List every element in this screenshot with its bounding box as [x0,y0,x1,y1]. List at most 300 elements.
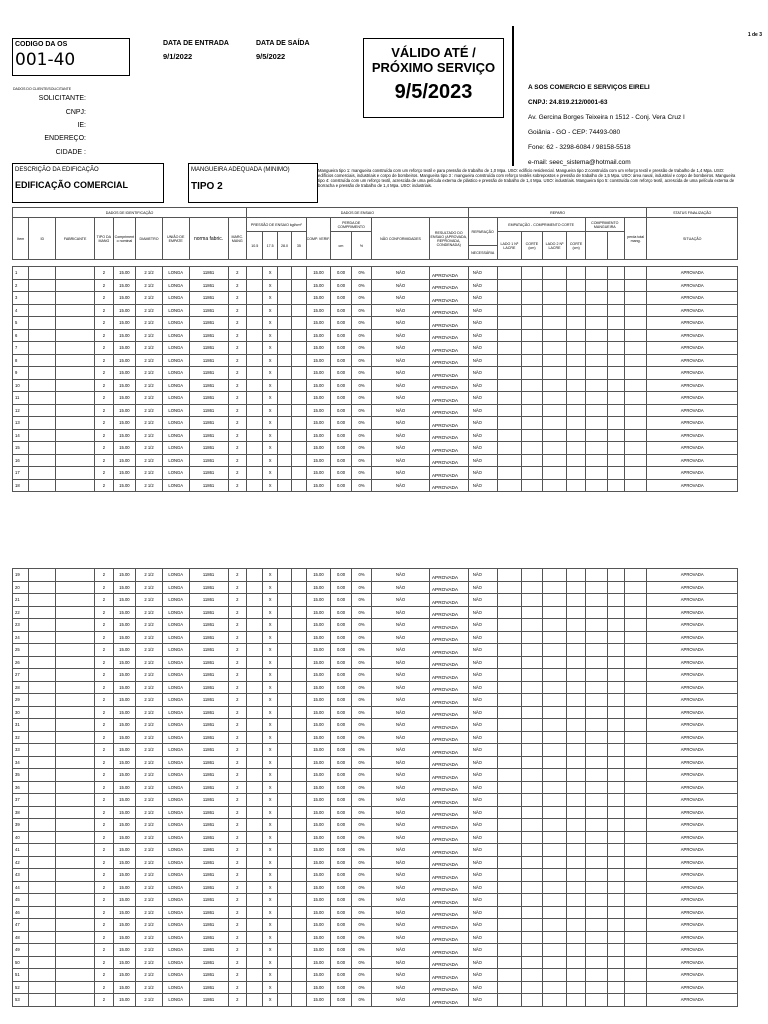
cell-empty [624,756,647,769]
cell-compr: 15.00 [113,819,136,832]
cell-empty [277,844,291,857]
cell-empty [29,969,56,982]
cell-situacao: APROVADA [647,442,738,455]
cell-empty [497,404,522,417]
cell-empty [56,342,95,355]
table-row [13,429,738,442]
cell-empty [567,669,585,682]
cell-comp_verif: 15.00 [306,894,331,907]
cell-empty [29,981,56,994]
cell-compr: 15.00 [113,756,136,769]
cell-empty [542,379,567,392]
cell-marc: 2 [228,292,246,305]
cell-empty [247,769,263,782]
cell-diam: 2 1/2 [136,756,163,769]
cell-empty [542,304,567,317]
cell-empty [29,267,56,280]
cell-item: 22 [13,606,29,619]
cell-empty [624,581,647,594]
cell-reparo: NÃO [468,656,497,669]
cell-norma: 11861 [189,292,228,305]
cell-resultado: APROVADA [429,744,468,757]
os-code-box [12,38,130,76]
cell-empty [247,656,263,669]
group-identification: DADOS DE IDENTIFICAÇÃO [13,208,247,218]
cell-empty [247,994,263,1007]
cell-empty [567,429,585,442]
cell-empty [624,706,647,719]
cell-comp_verif: 15.00 [306,404,331,417]
cell-pct: 0% [351,631,372,644]
cell-empty [292,894,306,907]
cell-empty [624,442,647,455]
cell-compr: 15.00 [113,479,136,492]
col-uniao: UNIÃO DE EMPATE [162,218,189,260]
cell-norma: 11861 [189,429,228,442]
cell-marc: 2 [228,392,246,405]
cell-cm: 0.00 [331,354,352,367]
cell-tipo: 2 [95,392,113,405]
cell-mark: X [263,342,277,355]
cell-tipo: 2 [95,744,113,757]
cell-uniao: LONGA [162,856,189,869]
cell-empty [585,981,608,994]
cell-empty [567,769,585,782]
cell-empty [522,342,543,355]
cell-empty [292,769,306,782]
cell-empty [608,681,624,694]
cell-empty [56,404,95,417]
table-row [13,844,738,857]
cell-empty [542,292,567,305]
col-resultado: RESULTADO DO ENSAIO (APROVADA, REPROVADA, CONDENADA) [429,218,468,260]
cell-empty [29,806,56,819]
cell-compr: 15.00 [113,794,136,807]
cell-empty [585,342,608,355]
cell-empty [56,681,95,694]
cell-empty [247,606,263,619]
cell-cm: 0.00 [331,894,352,907]
cell-empty [247,881,263,894]
cell-empty [29,442,56,455]
cell-norma: 11861 [189,279,228,292]
cell-resultado: APROVADA [429,267,468,280]
cell-empty [624,404,647,417]
cell-situacao: APROVADA [647,881,738,894]
cell-pct: 0% [351,467,372,480]
cell-empty [624,906,647,919]
cell-situacao: APROVADA [647,831,738,844]
cell-empty [608,731,624,744]
cell-tipo: 2 [95,442,113,455]
cell-empty [247,819,263,832]
cell-empty [585,694,608,707]
cell-empty [292,994,306,1007]
cell-compr: 15.00 [113,694,136,707]
cell-empty [247,467,263,480]
cell-empty [56,594,95,607]
cell-nao_conf: NÃO [372,631,430,644]
cell-compr: 15.00 [113,442,136,455]
cell-tipo: 2 [95,454,113,467]
cell-norma: 11861 [189,894,228,907]
cell-empty [608,304,624,317]
cell-resultado: APROVADA [429,479,468,492]
cell-empty [585,317,608,330]
cell-compr: 15.00 [113,392,136,405]
cell-empty [522,819,543,832]
cell-empty [585,304,608,317]
cell-item: 29 [13,694,29,707]
cell-empty [542,969,567,982]
cell-diam: 2 1/2 [136,981,163,994]
cell-situacao: APROVADA [647,631,738,644]
cell-empty [497,856,522,869]
cell-cm: 0.00 [331,279,352,292]
cell-empty [277,756,291,769]
cell-comp_verif: 15.00 [306,731,331,744]
cell-empty [567,731,585,744]
cell-empty [56,969,95,982]
cell-nao_conf: NÃO [372,856,430,869]
cell-resultado: APROVADA [429,669,468,682]
cell-cm: 0.00 [331,981,352,994]
cell-resultado: APROVADA [429,354,468,367]
cell-tipo: 2 [95,819,113,832]
cell-empty [56,379,95,392]
cell-resultado: APROVADA [429,467,468,480]
cell-cm: 0.00 [331,442,352,455]
cell-mark: X [263,881,277,894]
cell-cm: 0.00 [331,944,352,957]
cell-diam: 2 1/2 [136,631,163,644]
table-page-1 [12,266,738,492]
cell-cm: 0.00 [331,479,352,492]
cell-reparo: NÃO [468,694,497,707]
cell-reparo: NÃO [468,619,497,632]
cell-mark: X [263,906,277,919]
cell-empty [247,756,263,769]
cell-cm: 0.00 [331,719,352,732]
cell-empty [522,931,543,944]
col-lado2: LADO 2 Nº LACRE [542,232,567,260]
cell-empty [608,806,624,819]
cell-marc: 2 [228,894,246,907]
cell-norma: 11861 [189,819,228,832]
cell-norma: 11861 [189,794,228,807]
cell-empty [277,354,291,367]
cell-cm: 0.00 [331,969,352,982]
cell-cm: 0.00 [331,569,352,582]
cell-compr: 15.00 [113,317,136,330]
cell-empty [608,944,624,957]
cell-reparo: NÃO [468,354,497,367]
cell-empty [522,781,543,794]
cell-empty [608,794,624,807]
cell-resultado: APROVADA [429,869,468,882]
cell-comp_verif: 15.00 [306,794,331,807]
cell-mark: X [263,379,277,392]
cell-compr: 15.00 [113,719,136,732]
cell-situacao: APROVADA [647,392,738,405]
valid-label-2: PRÓXIMO SERVIÇO [371,60,496,75]
cell-uniao: LONGA [162,894,189,907]
cell-resultado: APROVADA [429,379,468,392]
cell-diam: 2 1/2 [136,342,163,355]
cell-comp_verif: 15.00 [306,581,331,594]
cell-empty [277,769,291,782]
cell-diam: 2 1/2 [136,931,163,944]
cell-empty [522,756,543,769]
cell-marc: 2 [228,819,246,832]
cell-empty [56,731,95,744]
cell-empty [29,656,56,669]
cell-norma: 11861 [189,342,228,355]
cell-empty [585,906,608,919]
cell-pct: 0% [351,944,372,957]
cell-empty [608,819,624,832]
cell-uniao: LONGA [162,267,189,280]
cell-reparo: NÃO [468,631,497,644]
cell-nao_conf: NÃO [372,994,430,1007]
cell-resultado: APROVADA [429,994,468,1007]
cell-empty [624,317,647,330]
cell-empty [247,744,263,757]
cell-empty [585,956,608,969]
cell-empty [497,631,522,644]
col-p3: 28.0 [277,232,291,260]
cell-uniao: LONGA [162,944,189,957]
cell-diam: 2 1/2 [136,994,163,1007]
cell-pct: 0% [351,342,372,355]
valid-label-1: VÁLIDO ATÉ / [391,45,476,60]
cell-reparo: NÃO [468,894,497,907]
cell-empty [522,794,543,807]
col-tipo: TIPO DA MANG [95,218,113,260]
cell-nao_conf: NÃO [372,656,430,669]
cell-uniao: LONGA [162,279,189,292]
cell-uniao: LONGA [162,719,189,732]
cell-situacao: APROVADA [647,981,738,994]
cell-nao_conf: NÃO [372,644,430,657]
cell-empty [292,581,306,594]
cell-nao_conf: NÃO [372,756,430,769]
cell-empty [567,454,585,467]
table-row [13,744,738,757]
cell-empty [585,392,608,405]
table-row [13,794,738,807]
cell-item: 28 [13,681,29,694]
cell-empty [277,906,291,919]
cell-diam: 2 1/2 [136,694,163,707]
cell-reparo: NÃO [468,304,497,317]
cell-compr: 15.00 [113,656,136,669]
cell-norma: 11861 [189,467,228,480]
cell-empty [567,342,585,355]
cell-diam: 2 1/2 [136,581,163,594]
cell-item: 43 [13,869,29,882]
cell-tipo: 2 [95,794,113,807]
cell-empty [542,392,567,405]
table-row [13,304,738,317]
cell-empty [624,392,647,405]
cell-empty [542,856,567,869]
cell-empty [522,329,543,342]
cell-norma: 11861 [189,831,228,844]
cell-norma: 11861 [189,719,228,732]
cell-reparo: NÃO [468,454,497,467]
cell-comp_verif: 15.00 [306,329,331,342]
cell-empty [497,429,522,442]
cell-resultado: APROVADA [429,856,468,869]
table-row [13,956,738,969]
cell-mark: X [263,606,277,619]
cell-resultado: APROVADA [429,731,468,744]
cell-resultado: APROVADA [429,656,468,669]
cell-empty [585,994,608,1007]
cell-reparo: NÃO [468,681,497,694]
col-metros-empty [585,232,608,260]
cell-compr: 15.00 [113,606,136,619]
cell-empty [567,881,585,894]
cell-empty [567,694,585,707]
cell-tipo: 2 [95,681,113,694]
cell-empty [292,594,306,607]
cell-norma: 11861 [189,392,228,405]
cell-empty [56,619,95,632]
cell-empty [608,342,624,355]
cell-item: 26 [13,656,29,669]
cell-empty [277,392,291,405]
cell-empty [29,404,56,417]
cell-empty [567,317,585,330]
cell-pct: 0% [351,267,372,280]
company-phone: Fone: 62 - 3298-6084 / 98158-5518 [528,144,631,151]
cell-diam: 2 1/2 [136,706,163,719]
cell-marc: 2 [228,467,246,480]
client-field-endereco: ENDEREÇO: [44,135,86,142]
cell-empty [56,744,95,757]
cell-item: 2 [13,279,29,292]
cell-empty [585,442,608,455]
cell-marc: 2 [228,969,246,982]
table-row [13,392,738,405]
cell-mark: X [263,279,277,292]
cell-empty [292,631,306,644]
cell-empty [567,706,585,719]
cell-empty [56,769,95,782]
cell-uniao: LONGA [162,819,189,832]
cell-empty [542,644,567,657]
cell-diam: 2 1/2 [136,894,163,907]
cell-compr: 15.00 [113,944,136,957]
cell-compr: 15.00 [113,781,136,794]
cell-nao_conf: NÃO [372,681,430,694]
cell-compr: 15.00 [113,956,136,969]
cell-empty [608,581,624,594]
cell-cm: 0.00 [331,367,352,380]
cell-situacao: APROVADA [647,267,738,280]
cell-empty [292,906,306,919]
cell-empty [608,781,624,794]
cell-item: 30 [13,706,29,719]
cell-nao_conf: NÃO [372,367,430,380]
cell-comp_verif: 15.00 [306,417,331,430]
cell-resultado: APROVADA [429,894,468,907]
cell-empty [522,656,543,669]
cell-item: 48 [13,931,29,944]
cell-marc: 2 [228,454,246,467]
cell-comp_verif: 15.00 [306,806,331,819]
cell-pct: 0% [351,869,372,882]
cell-empty [29,581,56,594]
cell-item: 40 [13,831,29,844]
cell-diam: 2 1/2 [136,317,163,330]
cell-item: 17 [13,467,29,480]
cell-empty [567,619,585,632]
cell-marc: 2 [228,719,246,732]
cell-marc: 2 [228,906,246,919]
cell-empty [29,819,56,832]
cell-compr: 15.00 [113,367,136,380]
cell-mark: X [263,367,277,380]
cell-cm: 0.00 [331,806,352,819]
cell-mark: X [263,931,277,944]
cell-empty [608,694,624,707]
cell-mark: X [263,631,277,644]
cell-comp_verif: 15.00 [306,342,331,355]
cell-empty [542,706,567,719]
cell-cm: 0.00 [331,304,352,317]
cell-empty [585,669,608,682]
cell-empty [247,931,263,944]
table-row [13,267,738,280]
cell-tipo: 2 [95,329,113,342]
cell-item: 42 [13,856,29,869]
cell-empty [522,744,543,757]
cell-resultado: APROVADA [429,644,468,657]
cell-diam: 2 1/2 [136,569,163,582]
cell-marc: 2 [228,944,246,957]
cell-mark: X [263,694,277,707]
cell-compr: 15.00 [113,581,136,594]
cell-tipo: 2 [95,731,113,744]
cell-empty [624,681,647,694]
cell-empty [608,919,624,932]
cell-empty [497,819,522,832]
cell-nao_conf: NÃO [372,731,430,744]
cell-mark: X [263,944,277,957]
cell-item: 36 [13,781,29,794]
cell-empty [247,417,263,430]
col-comp-verif: COMP. VERIF. [306,218,331,260]
cell-empty [585,806,608,819]
cell-marc: 2 [228,781,246,794]
cell-item: 47 [13,919,29,932]
cell-nao_conf: NÃO [372,619,430,632]
cell-empty [585,931,608,944]
cell-marc: 2 [228,956,246,969]
cell-empty [29,669,56,682]
cell-situacao: APROVADA [647,694,738,707]
cell-cm: 0.00 [331,467,352,480]
cell-empty [29,417,56,430]
cell-empty [247,906,263,919]
cell-empty [585,619,608,632]
cell-cm: 0.00 [331,631,352,644]
cell-empty [585,606,608,619]
cell-empty [608,831,624,844]
